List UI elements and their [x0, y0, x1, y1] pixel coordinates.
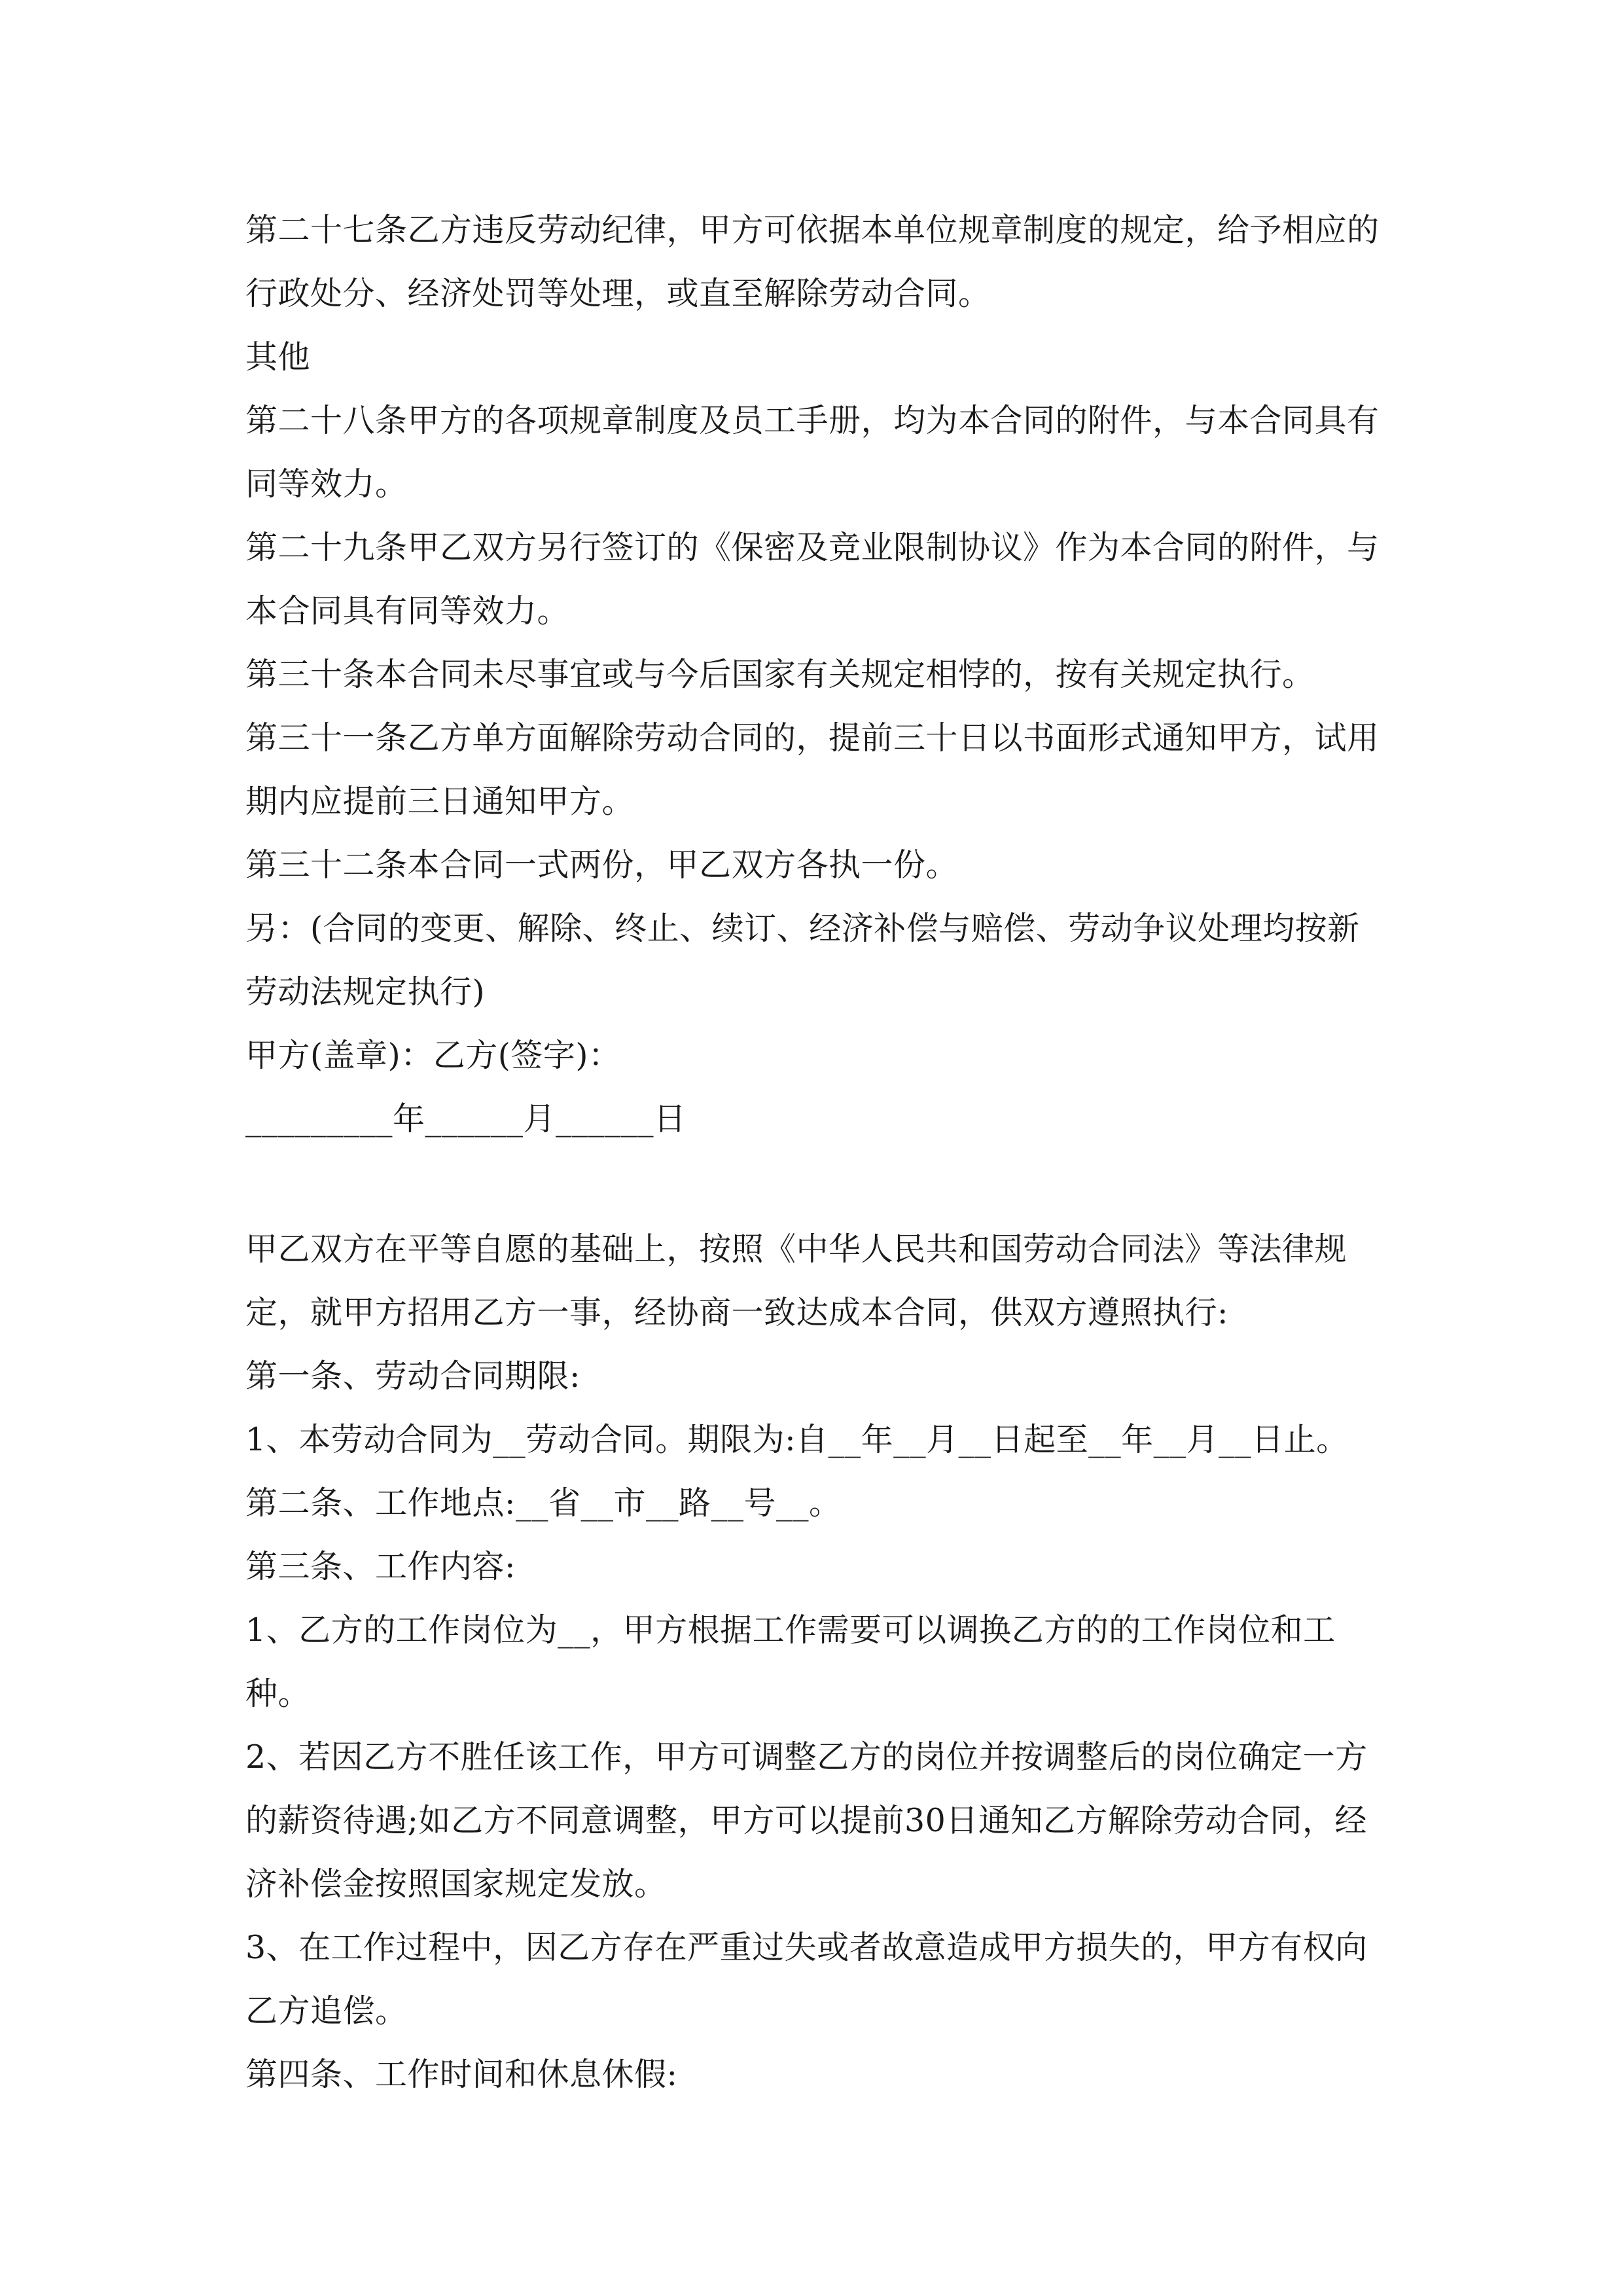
article-1-heading: 第一条、劳动合同期限:	[245, 1357, 581, 1395]
article-3-item-3: 3、在工作过程中，因乙方存在严重过失或者故意造成甲方损失的，甲方有权向乙方追偿。	[245, 1929, 1368, 2030]
article-28: 第二十八条甲方的各项规章制度及员工手册，均为本合同的附件，与本合同具有同等效力。	[245, 402, 1380, 503]
article-4-heading: 第四条、工作时间和休息休假:	[245, 2056, 678, 2093]
preamble: 甲乙双方在平等自愿的基础上，按照《中华人民共和国劳动合同法》等法律规定，就甲方招用乙方一事，经协商一致达成本合同，供双方遵照执行:	[245, 1230, 1347, 1331]
article-27: 第二十七条乙方违反劳动纪律，甲方可依据本单位规章制度的规定，给予相应的行政处分、经济处罚等处理，或直至解除劳动合同。	[245, 211, 1380, 312]
contract-section-2	[245, 1217, 1384, 2106]
date-line: _________年______月______日	[245, 1100, 687, 1138]
signature-line: 甲方(盖章)：乙方(签字)：	[245, 1037, 621, 1074]
article-32: 第三十二条本合同一式两份，甲乙双方各执一份。	[245, 846, 959, 884]
contract-section-1	[245, 198, 1384, 1151]
article-2: 第二条、工作地点:__省__市__路__号__。	[245, 1484, 842, 1522]
article-31: 第三十一条乙方单方面解除劳动合同的，提前三十日以书面形式通知甲方，试用期内应提前三日通知甲方。	[245, 719, 1380, 820]
article-3-item-2: 2、若因乙方不胜任该工作，甲方可调整乙方的岗位并按调整后的岗位确定一方的薪资待遇;如乙方不同意调整，甲方可以提前30日通知乙方解除劳动合同，经济补偿金按照国家规定发放。	[245, 1738, 1368, 1903]
additional-note: 另：(合同的变更、解除、终止、续订、经济补偿与赔偿、劳动争议处理均按新劳动法规定执行)	[245, 910, 1360, 1011]
article-1-item-1: 1、本劳动合同为__劳动合同。期限为:自__年__月__日起至__年__月__日止。	[245, 1421, 1349, 1458]
heading-other: 其他	[245, 338, 311, 376]
article-30: 第三十条本合同未尽事宜或与今后国家有关规定相悖的，按有关规定执行。	[245, 656, 1315, 693]
article-3-heading: 第三条、工作内容:	[245, 1548, 516, 1585]
article-29: 第二十九条甲乙双方另行签订的《保密及竞业限制协议》作为本合同的附件，与本合同具有同等效力。	[245, 529, 1380, 630]
article-3-item-1: 1、乙方的工作岗位为__，甲方根据工作需要可以调换乙方的的工作岗位和工种。	[245, 1611, 1336, 1712]
